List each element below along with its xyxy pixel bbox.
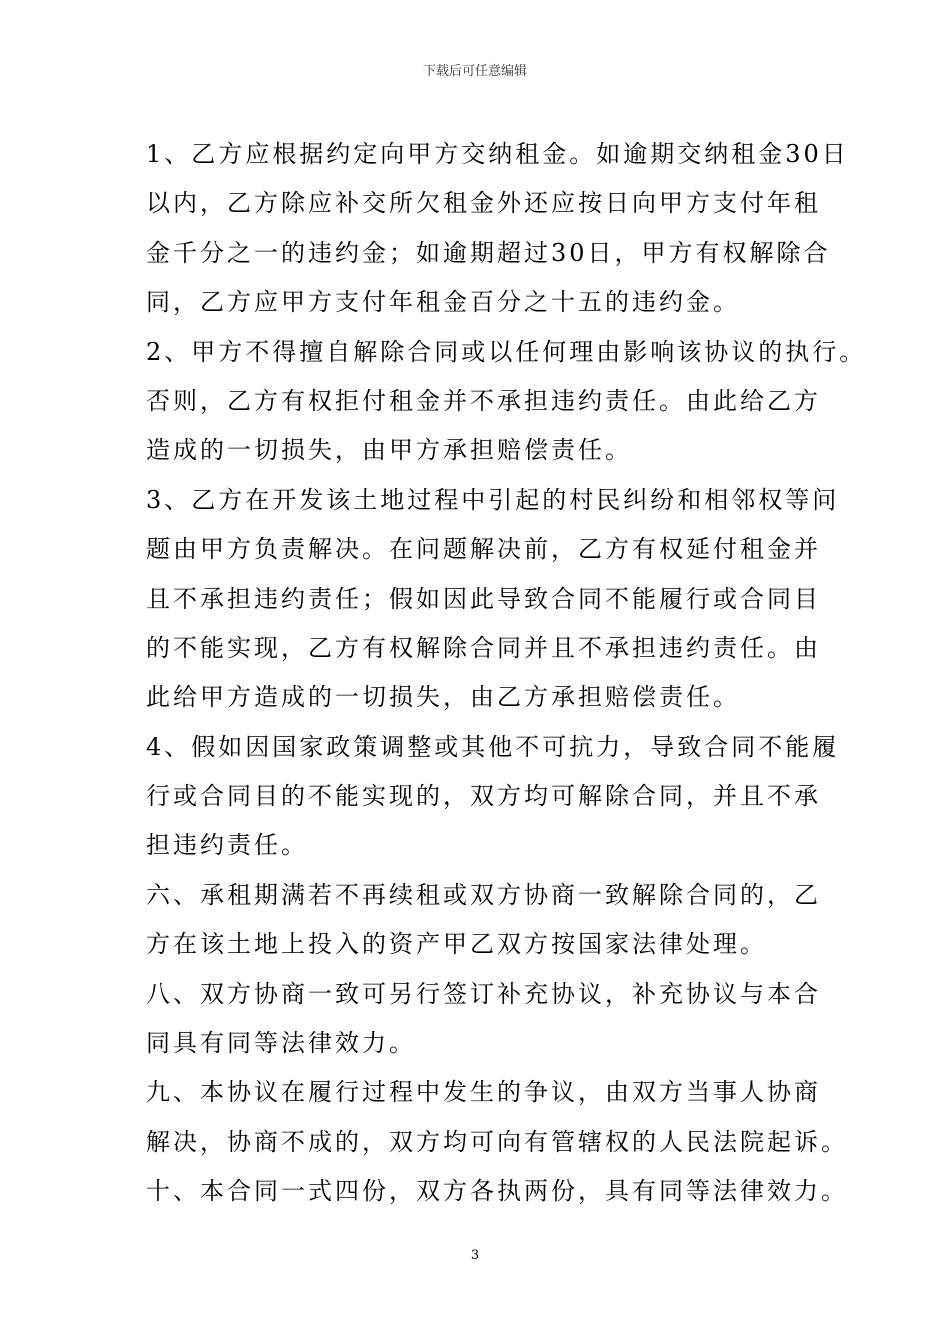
text-line: 题由甲方负责解决。在问题解决前，乙方有权延付租金并 xyxy=(146,535,821,564)
text-line: 3、乙方在开发该土地过程中引起的村民纠纷和相邻权等问 xyxy=(146,485,840,514)
text-line: 的不能实现，乙方有权解除合同并且不承担违约责任。由 xyxy=(146,633,821,662)
document-body xyxy=(146,130,867,1217)
text-line: 造成的一切损失，由甲方承担赔偿责任。 xyxy=(146,436,632,465)
text-line: 此给甲方造成的一切损失，由乙方承担赔偿责任。 xyxy=(146,683,740,712)
text-line: 4、假如因国家政策调整或其他不可抗力，导致合同不能履 xyxy=(146,732,840,761)
text-line: 以内，乙方除应补交所欠租金外还应按日向甲方支付年租 xyxy=(146,189,821,218)
text-line: 十、本合同一式四份，双方各执两份，具有同等法律效力。 xyxy=(146,1177,848,1206)
page-header: 下载后可任意编辑 xyxy=(422,64,527,79)
text-line: 行或合同目的不能实现的，双方均可解除合同，并且不承 xyxy=(146,782,821,811)
page-number: 3 xyxy=(470,1248,480,1263)
text-line: 1、乙方应根据约定向甲方交纳租金。如逾期交纳租金30日 xyxy=(146,140,849,168)
text-line: 担违约责任。 xyxy=(146,831,308,860)
text-line: 金千分之一的违约金；如逾期超过30日，甲方有权解除合 xyxy=(146,238,831,267)
text-line: 2、甲方不得擅自解除合同或以任何理由影响该协议的执行。 xyxy=(146,337,867,366)
text-line: 八、双方协商一致可另行签订补充协议，补充协议与本合 xyxy=(146,979,821,1008)
text-line: 否则，乙方有权拒付租金并不承担违约责任。由此给乙方 xyxy=(146,386,821,415)
text-line: 且不承担违约责任；假如因此导致合同不能履行或合同目 xyxy=(146,584,821,613)
text-line: 六、承租期满若不再续租或双方协商一致解除合同的，乙 xyxy=(146,880,821,909)
text-line: 解决，协商不成的，双方均可向有管辖权的人民法院起诉。 xyxy=(146,1127,848,1156)
text-line: 方在该土地上投入的资产甲乙双方按国家法律处理。 xyxy=(146,930,767,959)
text-line: 同具有同等法律效力。 xyxy=(146,1029,416,1058)
text-line: 同，乙方应甲方支付年租金百分之十五的违约金。 xyxy=(146,288,740,317)
text-line: 九、本协议在履行过程中发生的争议，由双方当事人协商 xyxy=(146,1078,821,1107)
